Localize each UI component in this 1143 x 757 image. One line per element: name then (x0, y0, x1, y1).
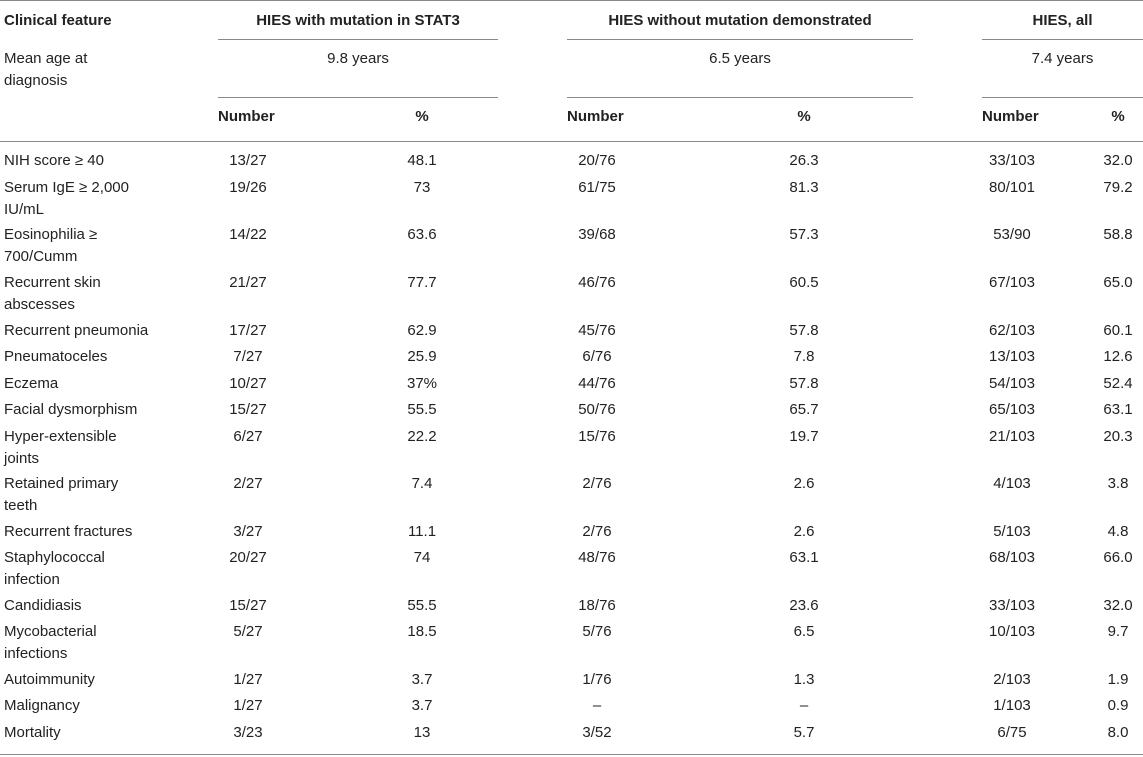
feature-label: Mortality (4, 724, 61, 741)
number-header-all: Number (982, 108, 1039, 125)
number-header-stat3: Number (218, 108, 275, 125)
mean-age-all: 7.4 years (1031, 50, 1094, 67)
number-stat3: 17/27 (229, 322, 267, 339)
percent-all: 52.4 (1103, 375, 1133, 392)
feature-label: Mycobacterial infections (4, 623, 97, 662)
percent-all: 63.1 (1103, 401, 1133, 418)
percent-stat3: 63.6 (407, 226, 437, 243)
percent-all: 32.0 (1103, 597, 1133, 614)
number-without: 2/76 (582, 523, 612, 540)
percent-without: 57.8 (789, 375, 819, 392)
number-stat3: 15/27 (229, 597, 267, 614)
percent-without: 60.5 (789, 274, 819, 291)
percent-without: 7.8 (793, 348, 815, 365)
percent-stat3: 37% (406, 375, 438, 392)
percent-stat3: 62.9 (407, 322, 437, 339)
feature-label: Serum IgE ≥ 2,000 IU/mL (4, 179, 129, 218)
percent-without: 2.6 (793, 475, 815, 492)
number-stat3: 6/27 (233, 428, 263, 445)
mean-age-label: Mean age at diagnosis (4, 50, 88, 89)
number-all: 54/103 (989, 375, 1035, 392)
number-stat3: 1/27 (233, 671, 263, 688)
header-bottom-rule (0, 141, 1143, 142)
percent-header-stat3: % (415, 108, 429, 125)
number-without: 50/76 (578, 401, 616, 418)
number-without: 39/68 (578, 226, 616, 243)
percent-without: 5.7 (793, 724, 815, 741)
feature-label: Hyper-extensible joints (4, 428, 117, 467)
number-all: 6/75 (997, 724, 1027, 741)
number-without: 46/76 (578, 274, 616, 291)
number-stat3: 14/22 (229, 226, 267, 243)
percent-stat3: 77.7 (407, 274, 437, 291)
number-stat3: 20/27 (229, 549, 267, 566)
number-all: 4/103 (993, 475, 1031, 492)
age-rule-all (982, 97, 1143, 98)
number-stat3: 2/27 (233, 475, 263, 492)
percent-all: 8.0 (1107, 724, 1129, 741)
feature-label: Recurrent fractures (4, 523, 133, 540)
number-without: 20/76 (578, 152, 616, 169)
number-stat3: 13/27 (229, 152, 267, 169)
number-without: 6/76 (582, 348, 612, 365)
percent-stat3: 3.7 (411, 697, 433, 714)
feature-label: Facial dysmorphism (4, 401, 138, 418)
number-all: 1/103 (993, 697, 1031, 714)
percent-stat3: 22.2 (407, 428, 437, 445)
percent-without: 63.1 (789, 549, 819, 566)
percent-without: 2.6 (793, 523, 815, 540)
number-all: 33/103 (989, 597, 1035, 614)
number-stat3: 7/27 (233, 348, 263, 365)
group-rule-all (982, 39, 1143, 40)
feature-label: Staphylococcal infection (4, 549, 105, 588)
percent-stat3: 55.5 (407, 401, 437, 418)
percent-all: 20.3 (1103, 428, 1133, 445)
percent-stat3: 73 (413, 179, 431, 196)
number-all: 5/103 (993, 523, 1031, 540)
feature-label: Eczema (4, 375, 59, 392)
mean-age-without: 6.5 years (709, 50, 771, 67)
table-top-rule (0, 0, 1143, 1)
percent-without: 81.3 (789, 179, 819, 196)
number-all: 2/103 (993, 671, 1031, 688)
number-without: 2/76 (582, 475, 612, 492)
number-all: 80/101 (989, 179, 1035, 196)
group-header-without: HIES without mutation demonstrated (608, 12, 872, 29)
feature-label: NIH score ≥ 40 (4, 152, 104, 169)
number-without: 44/76 (578, 375, 616, 392)
number-without: 48/76 (578, 549, 616, 566)
group-header-stat3: HIES with mutation in STAT3 (256, 12, 460, 29)
number-all: 68/103 (989, 549, 1035, 566)
age-rule-stat3 (218, 97, 498, 98)
number-without: 45/76 (578, 322, 616, 339)
number-stat3: 3/27 (233, 523, 263, 540)
age-rule-without (567, 97, 913, 98)
percent-stat3: 74 (413, 549, 431, 566)
percent-without: 23.6 (789, 597, 819, 614)
number-stat3: 10/27 (229, 375, 267, 392)
percent-stat3: 13 (413, 724, 431, 741)
percent-all: 65.0 (1103, 274, 1133, 291)
feature-label: Retained primary teeth (4, 475, 119, 514)
percent-all: 60.1 (1103, 322, 1133, 339)
percent-without: 1.3 (793, 671, 815, 688)
number-without: – (592, 697, 602, 714)
number-stat3: 1/27 (233, 697, 263, 714)
clinical-feature-header: Clinical feature (4, 12, 112, 29)
number-stat3: 15/27 (229, 401, 267, 418)
mean-age-stat3: 9.8 years (327, 50, 389, 67)
percent-all: 66.0 (1103, 549, 1133, 566)
number-all: 33/103 (989, 152, 1035, 169)
percent-header-all: % (1111, 108, 1125, 125)
feature-label: Pneumatoceles (4, 348, 108, 365)
number-without: 61/75 (578, 179, 616, 196)
percent-all: 32.0 (1103, 152, 1133, 169)
percent-without: 57.8 (789, 322, 819, 339)
feature-label: Eosinophilia ≥ 700/Cumm (4, 226, 98, 265)
number-all: 13/103 (989, 348, 1035, 365)
group-rule-stat3 (218, 39, 498, 40)
percent-without: 26.3 (789, 152, 819, 169)
feature-label: Recurrent pneumonia (4, 322, 149, 339)
feature-label: Candidiasis (4, 597, 82, 614)
percent-stat3: 3.7 (411, 671, 433, 688)
number-all: 21/103 (989, 428, 1035, 445)
percent-stat3: 25.9 (407, 348, 437, 365)
percent-stat3: 55.5 (407, 597, 437, 614)
percent-stat3: 11.1 (407, 523, 437, 540)
percent-without: 57.3 (789, 226, 819, 243)
number-all: 65/103 (989, 401, 1035, 418)
number-stat3: 3/23 (233, 724, 263, 741)
feature-label: Autoimmunity (4, 671, 95, 688)
percent-without: 65.7 (789, 401, 819, 418)
feature-label: Malignancy (4, 697, 80, 714)
number-without: 5/76 (582, 623, 612, 640)
percent-header-without: % (797, 108, 811, 125)
number-without: 3/52 (582, 724, 612, 741)
number-without: 1/76 (582, 671, 612, 688)
number-all: 10/103 (989, 623, 1035, 640)
percent-stat3: 18.5 (407, 623, 437, 640)
number-all: 62/103 (989, 322, 1035, 339)
percent-without: 6.5 (793, 623, 815, 640)
group-header-all: HIES, all (1032, 12, 1093, 29)
number-without: 18/76 (578, 597, 616, 614)
percent-without: – (799, 697, 809, 714)
percent-without: 19.7 (789, 428, 819, 445)
percent-all: 9.7 (1107, 623, 1129, 640)
percent-all: 79.2 (1103, 179, 1133, 196)
percent-all: 1.9 (1107, 671, 1129, 688)
percent-all: 3.8 (1107, 475, 1129, 492)
number-stat3: 21/27 (229, 274, 267, 291)
number-without: 15/76 (578, 428, 616, 445)
number-all: 67/103 (989, 274, 1035, 291)
percent-all: 0.9 (1107, 697, 1129, 714)
number-header-without: Number (567, 108, 624, 125)
percent-stat3: 48.1 (407, 152, 437, 169)
number-all: 53/90 (993, 226, 1031, 243)
number-stat3: 19/26 (229, 179, 267, 196)
percent-all: 12.6 (1103, 348, 1133, 365)
percent-all: 58.8 (1103, 226, 1133, 243)
feature-label: Recurrent skin abscesses (4, 274, 101, 313)
number-stat3: 5/27 (233, 623, 263, 640)
group-rule-without (567, 39, 913, 40)
table-bottom-rule (0, 754, 1143, 755)
percent-stat3: 7.4 (411, 475, 433, 492)
percent-all: 4.8 (1107, 523, 1129, 540)
